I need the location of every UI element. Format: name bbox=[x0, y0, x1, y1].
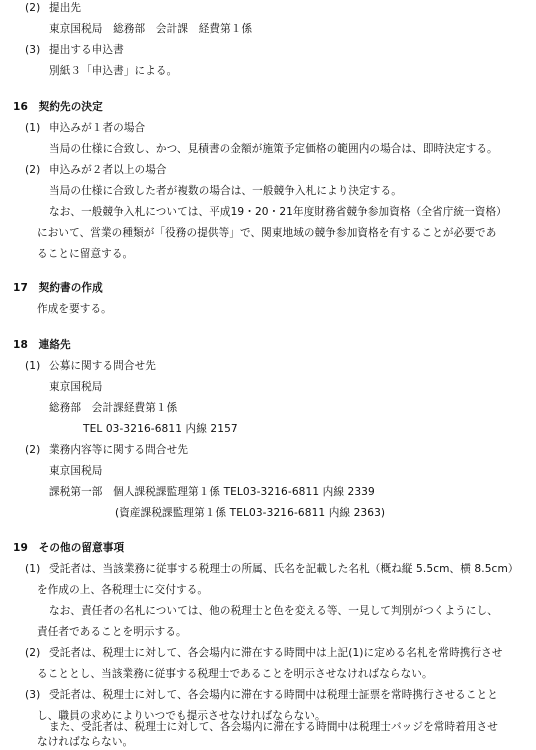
s16-item-1-number: (1) bbox=[25, 122, 41, 134]
s19-item-2-line-1: 受託者は、税理士に対して、各会場内に滞在する時間中は上記(1)に定める名札を常時携行させ bbox=[49, 647, 503, 659]
s19-item-3-line-4: なければならない。 bbox=[37, 736, 134, 748]
s18-item-2-title: 業務内容等に関する問合せ先 bbox=[49, 444, 189, 456]
s18-item-1-line-3: TEL 03-3216-6811 内線 2157 bbox=[83, 423, 238, 435]
s18-item-1-line-2: 総務部 会計課経費第１係 bbox=[49, 402, 178, 414]
s18-item-2-line-2: 課税第一部 個人課税課監理第１係 TEL03-3216-6811 内線 2339 bbox=[49, 486, 375, 498]
s18-item-1-number: (1) bbox=[25, 360, 41, 372]
s16-item-1-body: 当局の仕様に合致し、かつ、見積書の金額が施策予定価格の範囲内の場合は、即時決定する。 bbox=[49, 143, 498, 155]
s15-item-2-number: (2) bbox=[25, 2, 41, 14]
s19-item-1-line-1: 受託者は、当該業務に従事する税理士の所属、氏名を記載した名札（概ね縦 5.5cm、横 8.5cm） bbox=[49, 563, 519, 575]
s16-item-2-title: 申込みが２者以上の場合 bbox=[49, 164, 167, 176]
s17-body: 作成を要する。 bbox=[37, 303, 112, 315]
s16-item-2-body-2: なお、一般競争入札については、平成19・20・21年度財務省競争参加資格（全省庁統一資格） bbox=[49, 206, 507, 218]
s19-heading: 19 その他の留意事項 bbox=[13, 542, 125, 554]
s19-item-3-line-3: また、受託者は、税理士に対して、各会場内に滞在する時間中は税理士バッジを常時着用させ bbox=[49, 721, 498, 733]
s18-item-2-line-1: 東京国税局 bbox=[49, 465, 103, 477]
s19-item-1-line-3: なお、責任者の名札については、他の税理士と色を変える等、一見して判別がつくようにし、 bbox=[49, 605, 498, 617]
s18-item-2-number: (2) bbox=[25, 444, 41, 456]
s16-item-1-title: 申込みが１者の場合 bbox=[49, 122, 146, 134]
s19-item-3-line-2: し、職員の求めによりいつでも提示させなければならない。 bbox=[37, 710, 326, 722]
s19-item-3-number: (3) bbox=[25, 689, 41, 701]
s16-item-2-body-4: ることに留意する。 bbox=[37, 248, 134, 260]
s18-heading: 18 連絡先 bbox=[13, 339, 71, 351]
s16-item-2-body-1: 当局の仕様に合致した者が複数の場合は、一般競争入札により決定する。 bbox=[49, 185, 402, 197]
s18-item-2-line-3: (資産課税課監理第１係 TEL03-3216-6811 内線 2363) bbox=[115, 507, 386, 519]
s17-heading: 17 契約書の作成 bbox=[13, 282, 103, 294]
s19-item-1-line-2: を作成の上、各税理士に交付する。 bbox=[37, 584, 209, 596]
s19-item-1-line-4: 責任者であることを明示する。 bbox=[37, 626, 187, 638]
s15-item-3-title: 提出する申込書 bbox=[49, 44, 124, 56]
s15-item-2-body: 東京国税局 総務部 会計課 経費第１係 bbox=[49, 23, 253, 35]
s19-item-3-line-1: 受託者は、税理士に対して、各会場内に滞在する時間中は税理士証票を常時携行させることと bbox=[49, 689, 498, 701]
s15-item-3-number: (3) bbox=[25, 44, 41, 56]
s16-item-2-body-3: において、営業の種類が「役務の提供等」で、関東地域の競争参加資格を有することが必要であ bbox=[37, 227, 497, 239]
s18-item-1-line-1: 東京国税局 bbox=[49, 381, 103, 393]
s16-item-2-number: (2) bbox=[25, 164, 41, 176]
s16-heading: 16 契約先の決定 bbox=[13, 101, 103, 113]
s19-item-2-number: (2) bbox=[25, 647, 41, 659]
s15-item-3-body: 別紙３「申込書」による。 bbox=[49, 65, 178, 77]
s18-item-1-title: 公募に関する問合せ先 bbox=[49, 360, 156, 372]
s19-item-1-number: (1) bbox=[25, 563, 41, 575]
s19-item-2-line-2: ることとし、当該業務に従事する税理士であることを明示させなければならない。 bbox=[37, 668, 433, 680]
s15-item-2-title: 提出先 bbox=[49, 2, 82, 14]
